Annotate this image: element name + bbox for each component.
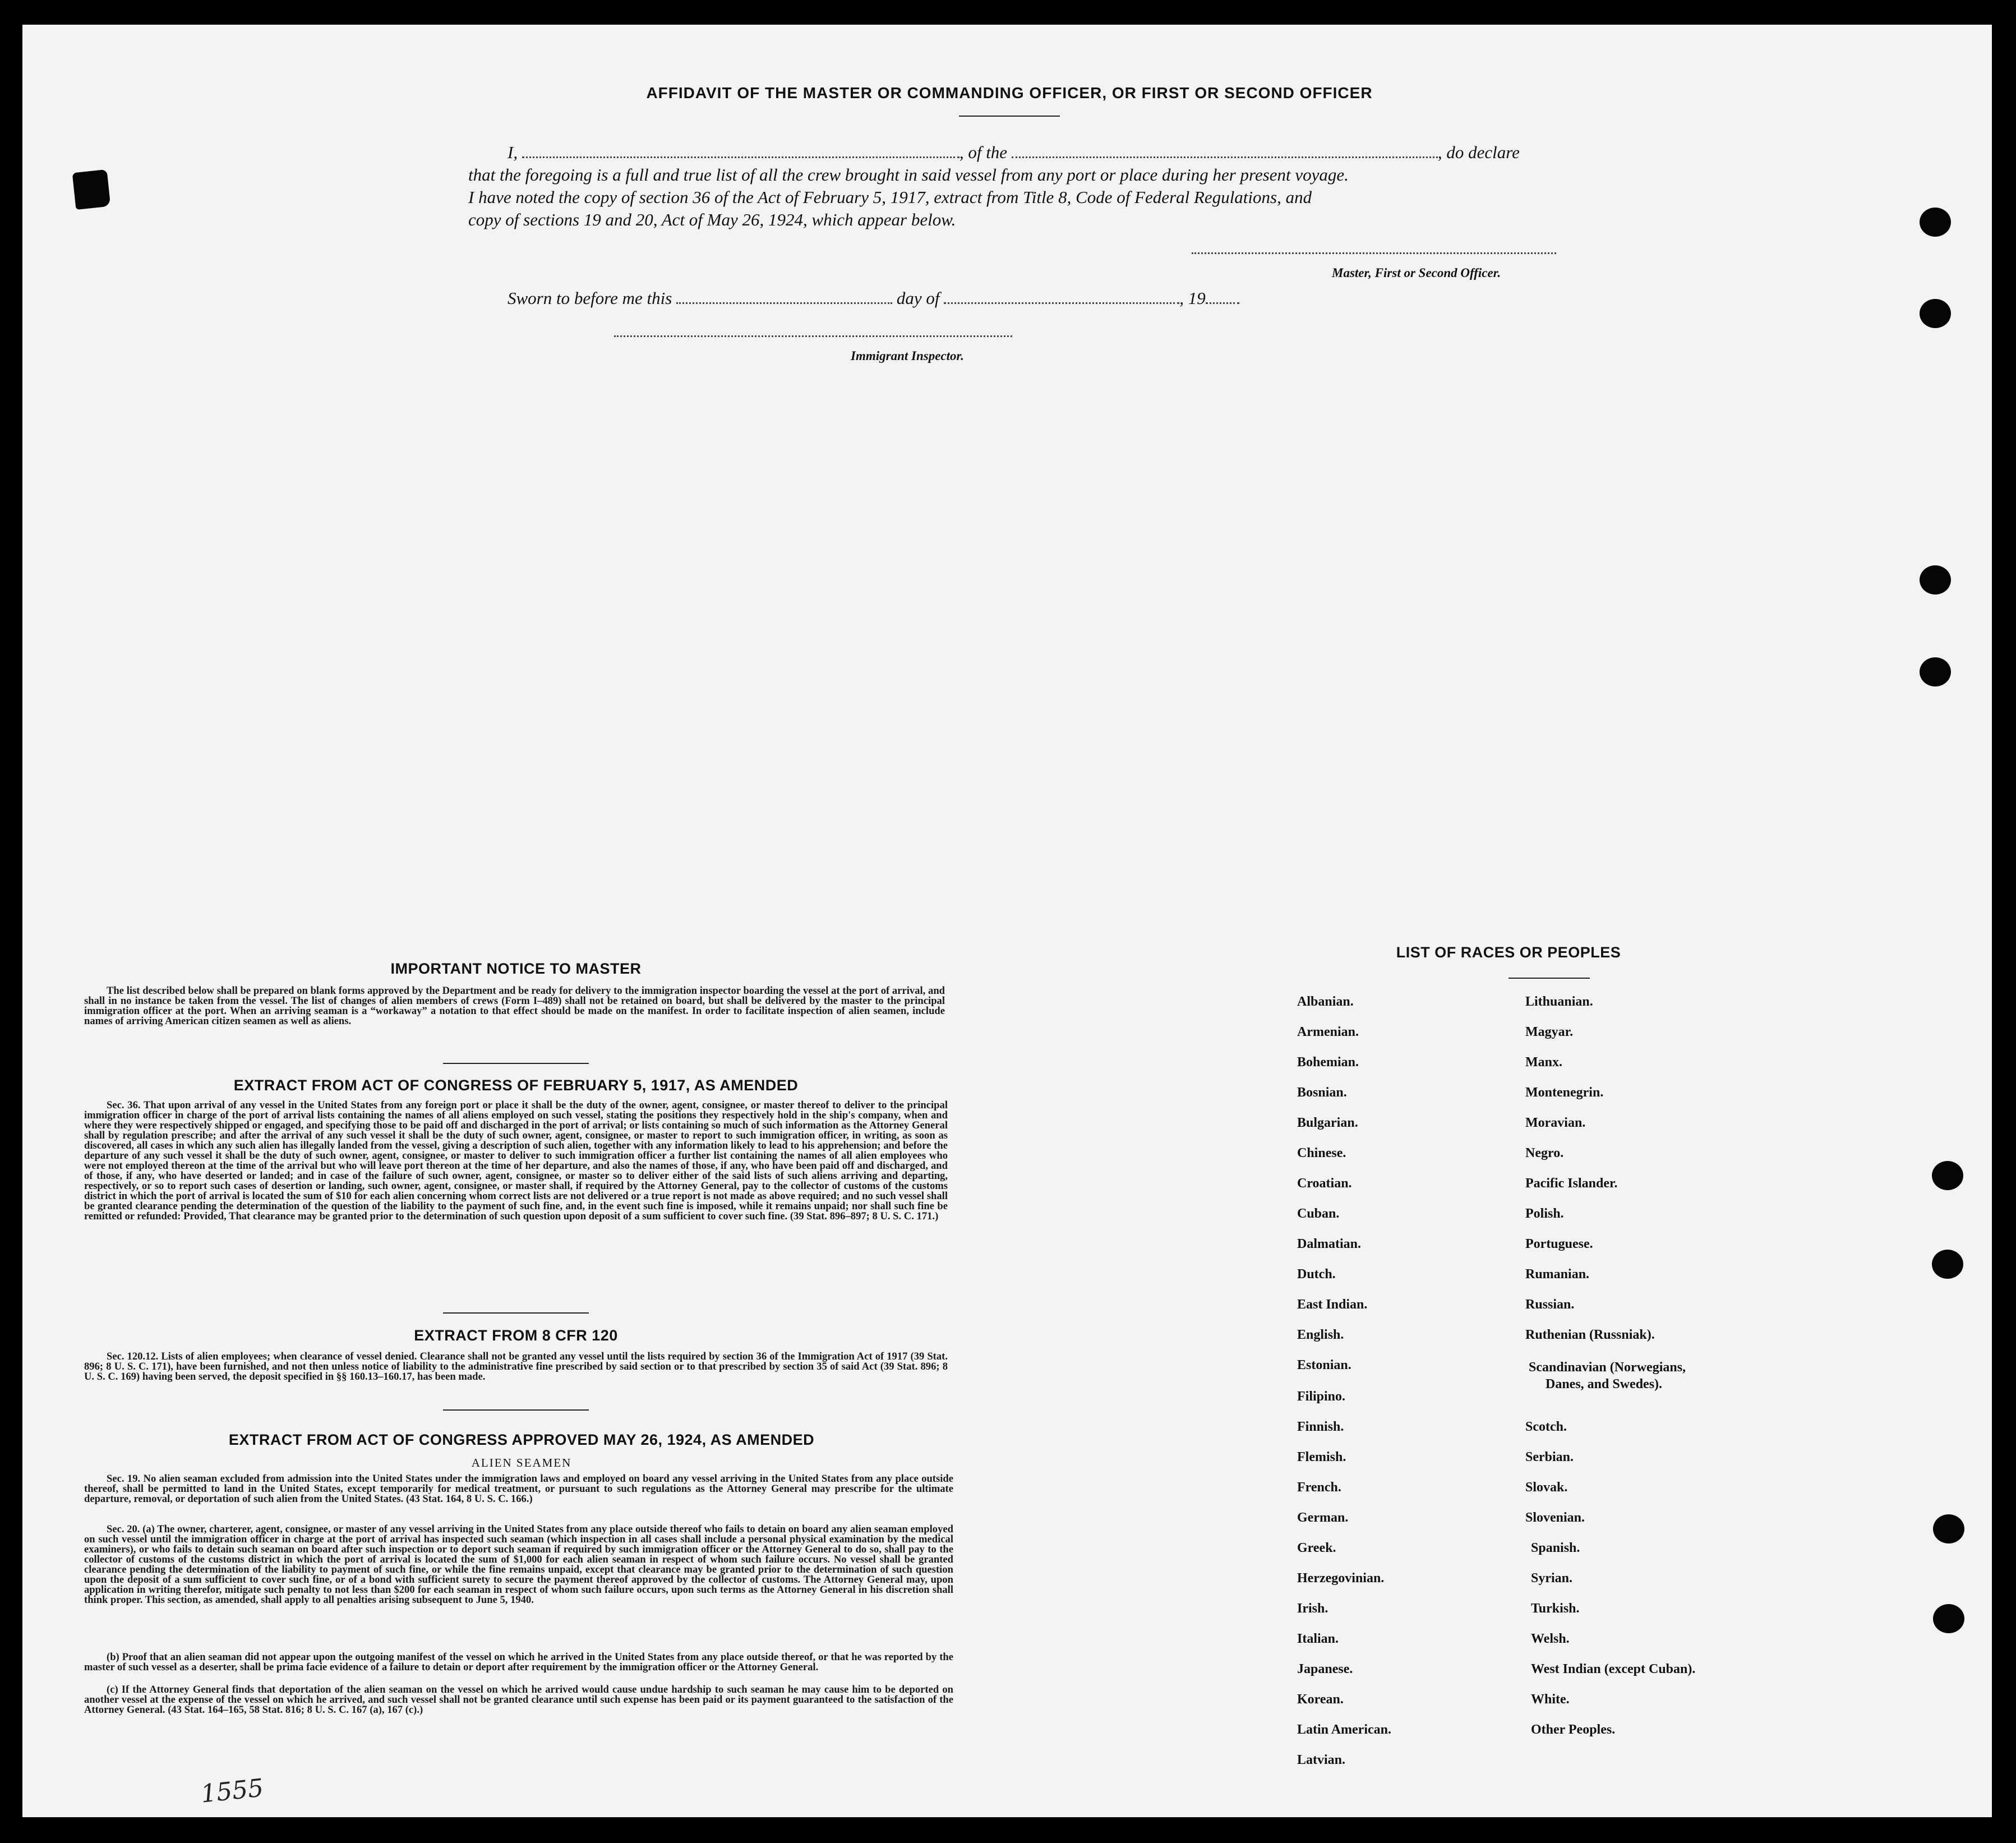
race-item: Herzegovinian. bbox=[1297, 1571, 1385, 1586]
affidavit-text-line: I have noted the copy of section 36 of the Act of February 5, 1917, extract from Title 8, Code of Federal Regulations, and bbox=[468, 187, 1312, 207]
race-item: Chinese. bbox=[1297, 1146, 1346, 1160]
binder-hole bbox=[1933, 1514, 1964, 1543]
race-item: Dalmatian. bbox=[1297, 1237, 1361, 1251]
race-item: Irish. bbox=[1297, 1601, 1328, 1616]
race-item: Welsh. bbox=[1531, 1632, 1570, 1646]
race-item: German. bbox=[1297, 1510, 1349, 1525]
sworn-month-blank[interactable] bbox=[944, 289, 1179, 304]
extract-1917-title: EXTRACT FROM ACT OF CONGRESS OF FEBRUARY 5, 1917, AS AMENDED bbox=[233, 1077, 799, 1094]
race-item: Portuguese. bbox=[1525, 1237, 1593, 1251]
race-item: English. bbox=[1297, 1328, 1344, 1342]
master-signature-line[interactable] bbox=[1192, 252, 1556, 254]
vessel-blank[interactable] bbox=[1012, 143, 1438, 158]
race-item: Armenian. bbox=[1297, 1025, 1359, 1039]
race-item: Bosnian. bbox=[1297, 1085, 1347, 1100]
race-item: Latin American. bbox=[1297, 1722, 1391, 1737]
race-item: Greek. bbox=[1297, 1541, 1336, 1555]
sec-20b-text: (b) Proof that an alien seaman did not appear upon the outgoing manifest of the vessel on which he arrived in the United States from any place outside thereof, or that he was reported by the master of such vessel as a deserter, shall be prima facie evidence of a failure to detain or deport after requirement by the immigration officer or the Attorney General. bbox=[84, 1651, 953, 1673]
race-item: Scotch. bbox=[1525, 1420, 1567, 1434]
race-item: Danes, and Swedes). bbox=[1546, 1377, 1663, 1392]
title-divider bbox=[959, 116, 1060, 117]
race-item: Finnish. bbox=[1297, 1420, 1344, 1434]
sworn-year-blank[interactable] bbox=[1206, 289, 1239, 304]
race-item: Italian. bbox=[1297, 1632, 1339, 1646]
race-item: Manx. bbox=[1525, 1055, 1562, 1070]
race-item: Turkish. bbox=[1531, 1601, 1580, 1616]
handwritten-number: 1555 bbox=[199, 1773, 265, 1809]
race-item: Japanese. bbox=[1297, 1662, 1353, 1676]
race-item: Russian. bbox=[1525, 1297, 1575, 1312]
extract-cfr-title: EXTRACT FROM 8 CFR 120 bbox=[414, 1327, 618, 1344]
race-item: Montenegrin. bbox=[1525, 1085, 1604, 1100]
binder-hole bbox=[1920, 299, 1951, 328]
inspector-signature-line[interactable] bbox=[614, 335, 1012, 337]
race-item: Slovak. bbox=[1525, 1480, 1568, 1495]
race-item: Albanian. bbox=[1297, 994, 1354, 1009]
race-item: Scandinavian (Norwegians, bbox=[1529, 1360, 1686, 1375]
name-blank[interactable] bbox=[522, 143, 959, 158]
race-item: East Indian. bbox=[1297, 1297, 1368, 1312]
notice-title: IMPORTANT NOTICE TO MASTER bbox=[390, 960, 642, 977]
race-item: Cuban. bbox=[1297, 1206, 1340, 1221]
extract-cfr-text: Sec. 120.12. Lists of alien employees; when clearance of vessel denied. Clearance shall not be granted any vessel until the lists required by section 36 of the Immigration Act of 1917 (39 Stat. 896; 8 U. S. C. 171), have been furnished, and not then unless notice of liability to the administrative fine prescribed by said section or to that prescribed by section 35 of said Act (39 Stat. 896; 8 U. S. C. 169) having been served, the deposit specified in §§ 160.13–160.17, has been made. bbox=[84, 1351, 948, 1383]
binder-hole bbox=[1932, 1161, 1963, 1190]
race-item: Pacific Islander. bbox=[1525, 1176, 1618, 1191]
race-item: White. bbox=[1531, 1692, 1570, 1707]
sec-20a-text: Sec. 20. (a) The owner, charterer, agent, consignee, or master of any vessel arriving in the United States from any place outside thereof who fails to detain on board any alien seaman employed on such vessel until the immigration officer in charge at the port of arrival has inspected such seaman (which inspection in all cases shall include a personal physical examination by the medical examiners), or who fails to detain such seaman on board after such inspection or to deport such seaman if required by such immigration officer or the Attorney General to do so, shall pay to the collector of customs of the customs district in which the port of arrival is located the sum of $1,000 for each alien seaman in respect of whom such failure occurs. No vessel shall be granted clearance pending the determination of the liability to payment of such fine, or while the fine remains unpaid, except that clearance may be granted prior to the determination of such question upon the deposit of a sum sufficient to cover such fine, or of a bond with sufficient surety to secure the payment thereof approved by the collector of customs. The Attorney General may, upon application in writing therefor, mitigate such penalty to not less than $200 for each seaman in respect of whom such failure occurs, upon such terms as the Attorney General in his discretion shall think proper. This section, as amended, shall apply to all penalties arising subsequent to June 5, 1940. bbox=[84, 1523, 953, 1606]
race-item: Ruthenian (Russniak). bbox=[1525, 1328, 1655, 1342]
affidavit-title: AFFIDAVIT OF THE MASTER OR COMMANDING OFFICER, OR FIRST OR SECOND OFFICER bbox=[646, 84, 1373, 102]
race-item: West Indian (except Cuban). bbox=[1531, 1662, 1696, 1676]
race-item: Bohemian. bbox=[1297, 1055, 1359, 1070]
race-item: Croatian. bbox=[1297, 1176, 1352, 1191]
races-title: LIST OF RACES OR PEOPLES bbox=[1396, 944, 1621, 961]
race-item: Spanish. bbox=[1531, 1541, 1580, 1555]
race-item: Serbian. bbox=[1525, 1450, 1574, 1464]
race-item: Lithuanian. bbox=[1525, 994, 1593, 1009]
punch-tab-mark bbox=[72, 169, 111, 210]
extract-1924-title: EXTRACT FROM ACT OF CONGRESS APPROVED MAY 26, 1924, AS AMENDED bbox=[228, 1431, 815, 1448]
sec-20c-text: (c) If the Attorney General finds that deportation of the alien seaman on the vessel on which he arrived would cause undue hardship to such seaman he may cause him to be deported on another vessel at the expense of the vessel on which he arrived, and such vessel shall not be granted clearance until such expense has been paid or its payment guaranteed to the satisfaction of the Attorney General. (43 Stat. 164–165, 58 Stat. 816; 8 U. S. C. 167 (a), 167 (c).) bbox=[84, 1684, 953, 1716]
race-item: Flemish. bbox=[1297, 1450, 1346, 1464]
section-divider bbox=[443, 1063, 589, 1064]
affidavit-text-line: copy of sections 19 and 20, Act of May 26, 1924, which appear below. bbox=[468, 210, 956, 229]
section-divider bbox=[443, 1312, 589, 1314]
race-item: Moravian. bbox=[1525, 1116, 1586, 1130]
race-item: Filipino. bbox=[1297, 1389, 1346, 1404]
inspector-label: Immigrant Inspector. bbox=[851, 349, 964, 363]
master-signature-label: Master, First or Second Officer. bbox=[1332, 266, 1501, 280]
binder-hole bbox=[1920, 657, 1951, 686]
race-item: Bulgarian. bbox=[1297, 1116, 1358, 1130]
races-divider bbox=[1508, 978, 1590, 979]
race-item: Polish. bbox=[1525, 1206, 1564, 1221]
race-item: Magyar. bbox=[1525, 1025, 1574, 1039]
race-item: Latvian. bbox=[1297, 1753, 1346, 1767]
race-item: Negro. bbox=[1525, 1146, 1564, 1160]
sec-19-text: Sec. 19. No alien seaman excluded from admission into the United States under the immigration laws and employed on board any vessel arriving in the United States from any place outside thereof, shall be permitted to land in the United States, except temporarily for medical treatment, or pursuant to such regulations as the Attorney General may prescribe for the ultimate departure, removal, or deportation of such alien from the United States. (43 Stat. 164, 8 U. S. C. 166.) bbox=[84, 1473, 953, 1505]
extract-1917-text: Sec. 36. That upon arrival of any vessel in the United States from any foreign port or place it shall be the duty of the owner, agent, consignee, or master thereof to deliver to the principal immigration officer in charge of the port of arrival lists containing the names of all aliens employed on such vessel, stating the positions they respectively hold in the ship's company, when and where they were respectively shipped or engaged, and specifying those to be paid off and discharged in the port of arrival; or lists containing so much of such information as the Attorney General shall by regulation prescribe; and after the arrival of any such vessel it shall be the duty of such owner, agent, consignee, or master to report to such immigration officer, in writing, as soon as discovered, all cases in which any such alien has illegally landed from the vessel, giving a description of such alien, together with any information likely to lead to his apprehension; and before the departure of any such vessel it shall be the duty of such owner, agent, consignee, or master to deliver to such immigration officer a further list containing the names of all alien employees who were not employed thereon at the time of the arrival but who will leave port thereon at the time of her departure, and also the names of those, if any, who have been paid off and discharged, and of those, if any, who have deserted or landed; and in case of the failure of such owner, agent, consignee, or master so to deliver either of the said lists of such aliens arriving and departing, respectively, or so to report such cases of desertion or landing, such owner, agent, consignee, or master shall, if required by the Attorney General, pay to the collector of customs of the customs district in which the port of arrival is located the sum of $10 for each alien concerning whom correct lists are not delivered or a true report is not made as above required; and no such vessel shall be granted clearance pending the determination of the question of the liability to the payment of such fine, and, in the event such fine is imposed, while it remains unpaid; nor shall such fine be remitted or refunded: Provided, That clearance may be granted prior to the determination of such question upon deposit of a sum sufficient to cover such fine. (39 Stat. 896–897; 8 U. S. C. 171.) bbox=[84, 1099, 948, 1222]
notice-text: The list described below shall be prepared on blank forms approved by the Department and be ready for delivery to the immigration inspector boarding the vessel at the port of arrival, and shall in no instance be taken from the vessel. The list of changes of alien members of crews (Form I–489) shall not be retained on board, but shall be delivered by the master to the principal immigration officer at the port. When an arriving seaman is a “workaway” a notation to that effect should be made on the manifest. In order to facilitate inspection of alien seamen, include names of arriving American citizen seamen as well as aliens. bbox=[84, 985, 945, 1027]
race-item: Other Peoples. bbox=[1531, 1722, 1616, 1737]
race-item: Syrian. bbox=[1531, 1571, 1573, 1586]
race-item: Dutch. bbox=[1297, 1267, 1336, 1282]
race-item: French. bbox=[1297, 1480, 1341, 1495]
race-item: Korean. bbox=[1297, 1692, 1344, 1707]
affidavit-declaration-line: I, , of the , do declare bbox=[508, 142, 1520, 162]
binder-hole bbox=[1920, 208, 1951, 237]
binder-hole bbox=[1920, 565, 1951, 595]
sworn-line: Sworn to before me this day of , 19 bbox=[508, 287, 1239, 310]
affidavit-text-line: that the foregoing is a full and true list of all the crew brought in said vessel from any port or place during her present voyage. bbox=[468, 165, 1349, 185]
race-item: Slovenian. bbox=[1525, 1510, 1585, 1525]
race-item: Estonian. bbox=[1297, 1358, 1351, 1372]
binder-hole bbox=[1932, 1250, 1963, 1279]
section-divider bbox=[443, 1409, 589, 1411]
alien-seamen-subtitle: ALIEN SEAMEN bbox=[471, 1456, 572, 1469]
sworn-day-blank[interactable] bbox=[676, 289, 892, 304]
binder-hole bbox=[1933, 1604, 1964, 1633]
race-item: Rumanian. bbox=[1525, 1267, 1590, 1282]
